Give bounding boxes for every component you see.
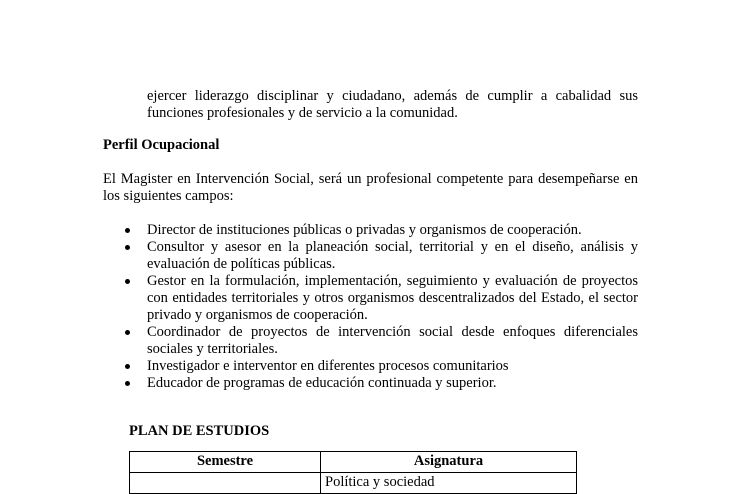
list-item-text: Gestor en la formulación, implementación, seguimiento y evaluación de proyectos con entidades territoriales y otros organismos descentralizados del Estado, el sector privado y organismos de cooperación. — [147, 273, 638, 323]
table-row — [130, 473, 577, 494]
list-item-text: Investigador e interventor en diferentes procesos comunitarios — [147, 358, 509, 374]
section-heading-perfil-ocupacional: Perfil Ocupacional — [103, 137, 220, 153]
list-item — [123, 324, 638, 358]
fields-list — [123, 222, 638, 392]
bullet-icon — [125, 381, 130, 386]
list-item — [123, 358, 638, 375]
list-item-text: Educador de programas de educación continuada y superior. — [147, 375, 497, 391]
list-item — [123, 375, 638, 392]
column-header-semestre: Semestre — [130, 452, 321, 473]
continuation-paragraph: ejercer liderazgo disciplinar y ciudadano, además de cumplir a cabalidad sus funciones profesionales y de servicio a la comunidad. — [147, 88, 638, 121]
list-item-text: Consultor y asesor en la planeación social, territorial y en el diseño, análisis y evaluación de políticas públicas. — [147, 239, 638, 272]
plan-table — [129, 451, 577, 494]
bullet-icon — [125, 279, 130, 284]
bullet-icon — [125, 245, 130, 250]
table-cell-semestre — [130, 473, 321, 494]
plan-de-estudios-heading: PLAN DE ESTUDIOS — [129, 423, 270, 439]
list-item-text: Director de instituciones públicas o privadas y organismos de cooperación. — [147, 222, 582, 238]
bullet-icon — [125, 364, 130, 369]
list-item-text: Coordinador de proyectos de intervención social desde enfoques diferenciales sociales y territoriales. — [147, 324, 638, 357]
bullet-icon — [125, 330, 130, 335]
column-header-asignatura: Asignatura — [321, 452, 577, 473]
bullet-icon — [125, 228, 130, 233]
table-cell-asignatura: Política y sociedad — [321, 473, 577, 494]
intro-paragraph: El Magister en Intervención Social, será un profesional competente para desempeñarse en los siguientes campos: — [103, 171, 638, 204]
list-item — [123, 222, 638, 239]
list-item — [123, 273, 638, 324]
table-header-row — [130, 452, 577, 473]
list-item — [123, 239, 638, 273]
